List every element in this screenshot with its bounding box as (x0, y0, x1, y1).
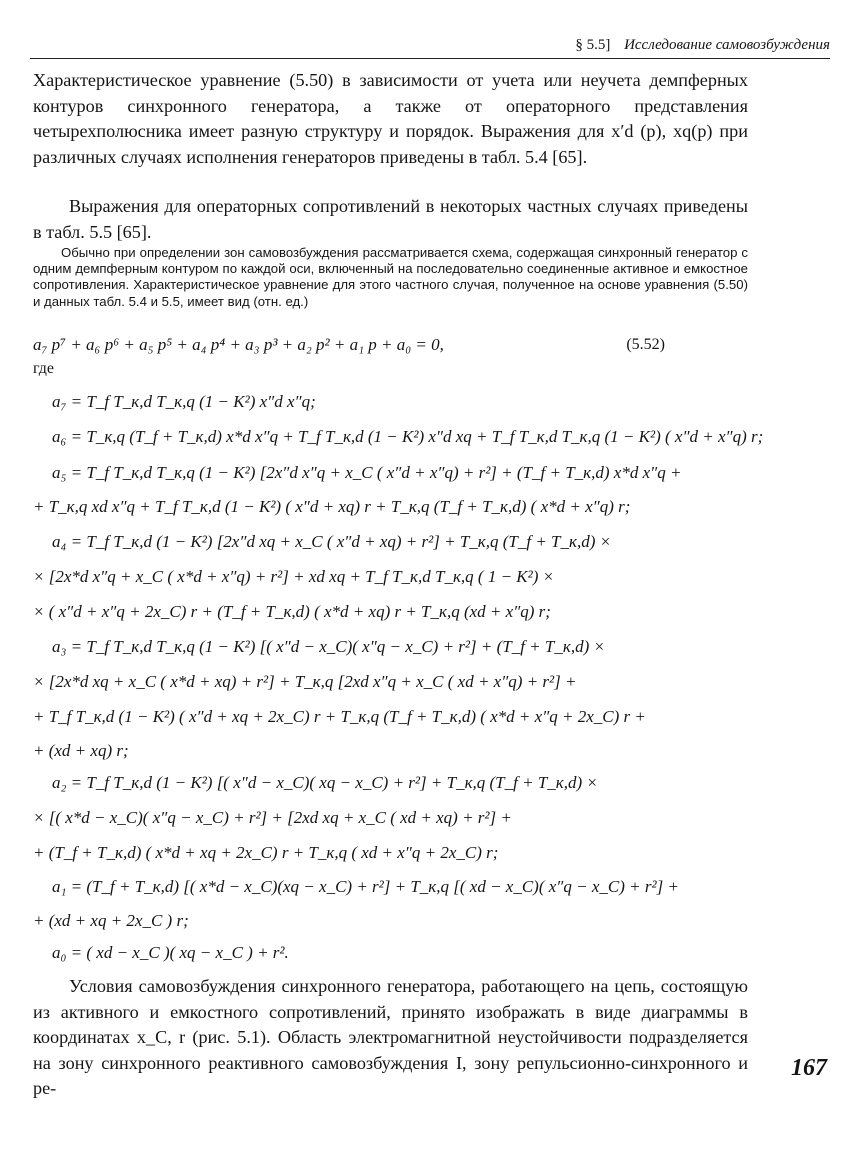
coefficient-a1-line1: a₁ = (T_f + T_к,d) [( x*d − x_C)(xq − x_C) + r²] + T_к,q [( xd − x_C)( x″q − x_C) + r²] + (52, 877, 679, 896)
coefficient-a2-line2: × [( x*d − x_C)( x″q − x_C) + r²] + [2xd xq + x_C ( xd + xq) + r²] + (33, 808, 512, 827)
where-label: где (33, 360, 55, 377)
coefficient-a2-line3: + (T_f + T_к,d) ( x*d + xq + 2x_C) r + T_к,q ( xd + x″q + 2x_C) r; (33, 843, 499, 862)
equation-number: (5.52) (626, 336, 665, 353)
characteristic-equation (33, 334, 753, 356)
coefficient-a3-line2: × [2x*d xq + x_C ( x*d + xq) + r²] + T_к,q [2xd x″q + x_C ( xd + x″q) + r²] + (33, 672, 577, 691)
header-title: Исследование самовозбуждения (624, 37, 830, 53)
paragraph-2: Выражения для операторных сопротивлений в некоторых частных случаях приведены в табл. 5.5 [65]. (33, 196, 748, 242)
running-header (30, 34, 830, 59)
coefficient-a5-line2: + T_к,q xd x″q + T_f T_к,d (1 − K²) ( x″d + xq) r + T_к,q (T_f + T_к,d) ( x*d + x″q) r; (33, 497, 631, 516)
coefficient-a1-line2: + (xd + xq + 2x_C ) r; (33, 911, 189, 930)
closing-paragraph: Условия самовозбуждения синхронного генератора, работающего на цепь, состоящую из активного и емкостного сопротивлений, принято изображать в виде диаграммы в координатах x_C, r (рис. 5.1). Область электромагнитной неустойчивости подразделяется на зону синхронного реактивного самовозбуждения I, зону репульсионно-синхронного и ре- (33, 976, 748, 1098)
header-section: § 5.5] (575, 37, 611, 53)
page-number: 167 (791, 1055, 827, 1081)
coefficient-a4-line2: × [2x*d x″q + x_C ( x*d + x″q) + r²] + xd xq + T_f T_к,d T_к,q ( 1 − K²) × (33, 567, 555, 586)
coefficient-a3-line1: a₃ = T_f T_к,d T_к,q (1 − K²) [( x″d − x_C)( x″q − x_C) + r²] + (T_f + T_к,d) × (52, 637, 605, 656)
coefficient-a6: a₆ = T_к,q (T_f + T_к,d) x*d x″q + T_f T_к,d (1 − K²) x″d xq + T_f T_к,d T_к,q (1 − K²) ( x″d + x″q) r; (52, 427, 764, 446)
paragraph-1: Характеристическое уравнение (5.50) в зависимости от учета или неучета демпферных контуров синхронного генератора, а также от операторного представления четырехполюсника имеет разную структуру и порядок. Выражения для x′d (p), xq(p) при различных случаях исполнения генераторов приведены в табл. 5.4 [65]. (33, 70, 748, 167)
coefficient-a7: a₇ = T_f T_к,d T_к,q (1 − K²) x″d x″q; (52, 392, 316, 411)
coefficient-a0: a₀ = ( xd − x_C )( xq − x_C ) + r². (52, 943, 289, 962)
coefficient-a4-line1: a₄ = T_f T_к,d (1 − K²) [2x″d xq + x_C ( x″d + xq) + r²] + T_к,q (T_f + T_к,d) × (52, 532, 612, 551)
coefficient-a3-line3: + T_f T_к,d (1 − K²) ( x″d + xq + 2x_C) r + T_к,q (T_f + T_к,d) ( x*d + x″q + 2x_C) r + (33, 707, 646, 726)
coefficient-a4-line3: × ( x″d + x″q + 2x_C) r + (T_f + T_к,d) ( x*d + xq) r + T_к,q (xd + x″q) r; (33, 602, 551, 621)
characteristic-equation-text: a₇ p⁷ + a₆ p⁶ + a₅ p⁵ + a₄ p⁴ + a₃ p³ + a₂ p² + a₁ p + a₀ = 0, (33, 335, 444, 354)
coefficient-a3-line4: + (xd + xq) r; (33, 741, 129, 760)
small-print-paragraph: Обычно при определении зон самовозбуждения рассматривается схема, содержащая синхронный генератор с одним демпферным контуром по каждой оси, включенный на последовательно соединенные активное и емкостное сопротивления. Характеристическое уравнение для этого частного случая, полученное на основе уравнения (5.50) и данных табл. 5.4 и 5.5, имеет вид (отн. ед.) (33, 245, 748, 309)
coefficient-a2-line1: a₂ = T_f T_к,d (1 − K²) [( x″d − x_C)( xq − x_C) + r²] + T_к,q (T_f + T_к,d) × (52, 773, 598, 792)
coefficient-a5-line1: a₅ = T_f T_к,d T_к,q (1 − K²) [2x″d x″q + x_C ( x″d + x″q) + r²] + (T_f + T_к,d) x*d x″q + (52, 463, 682, 482)
